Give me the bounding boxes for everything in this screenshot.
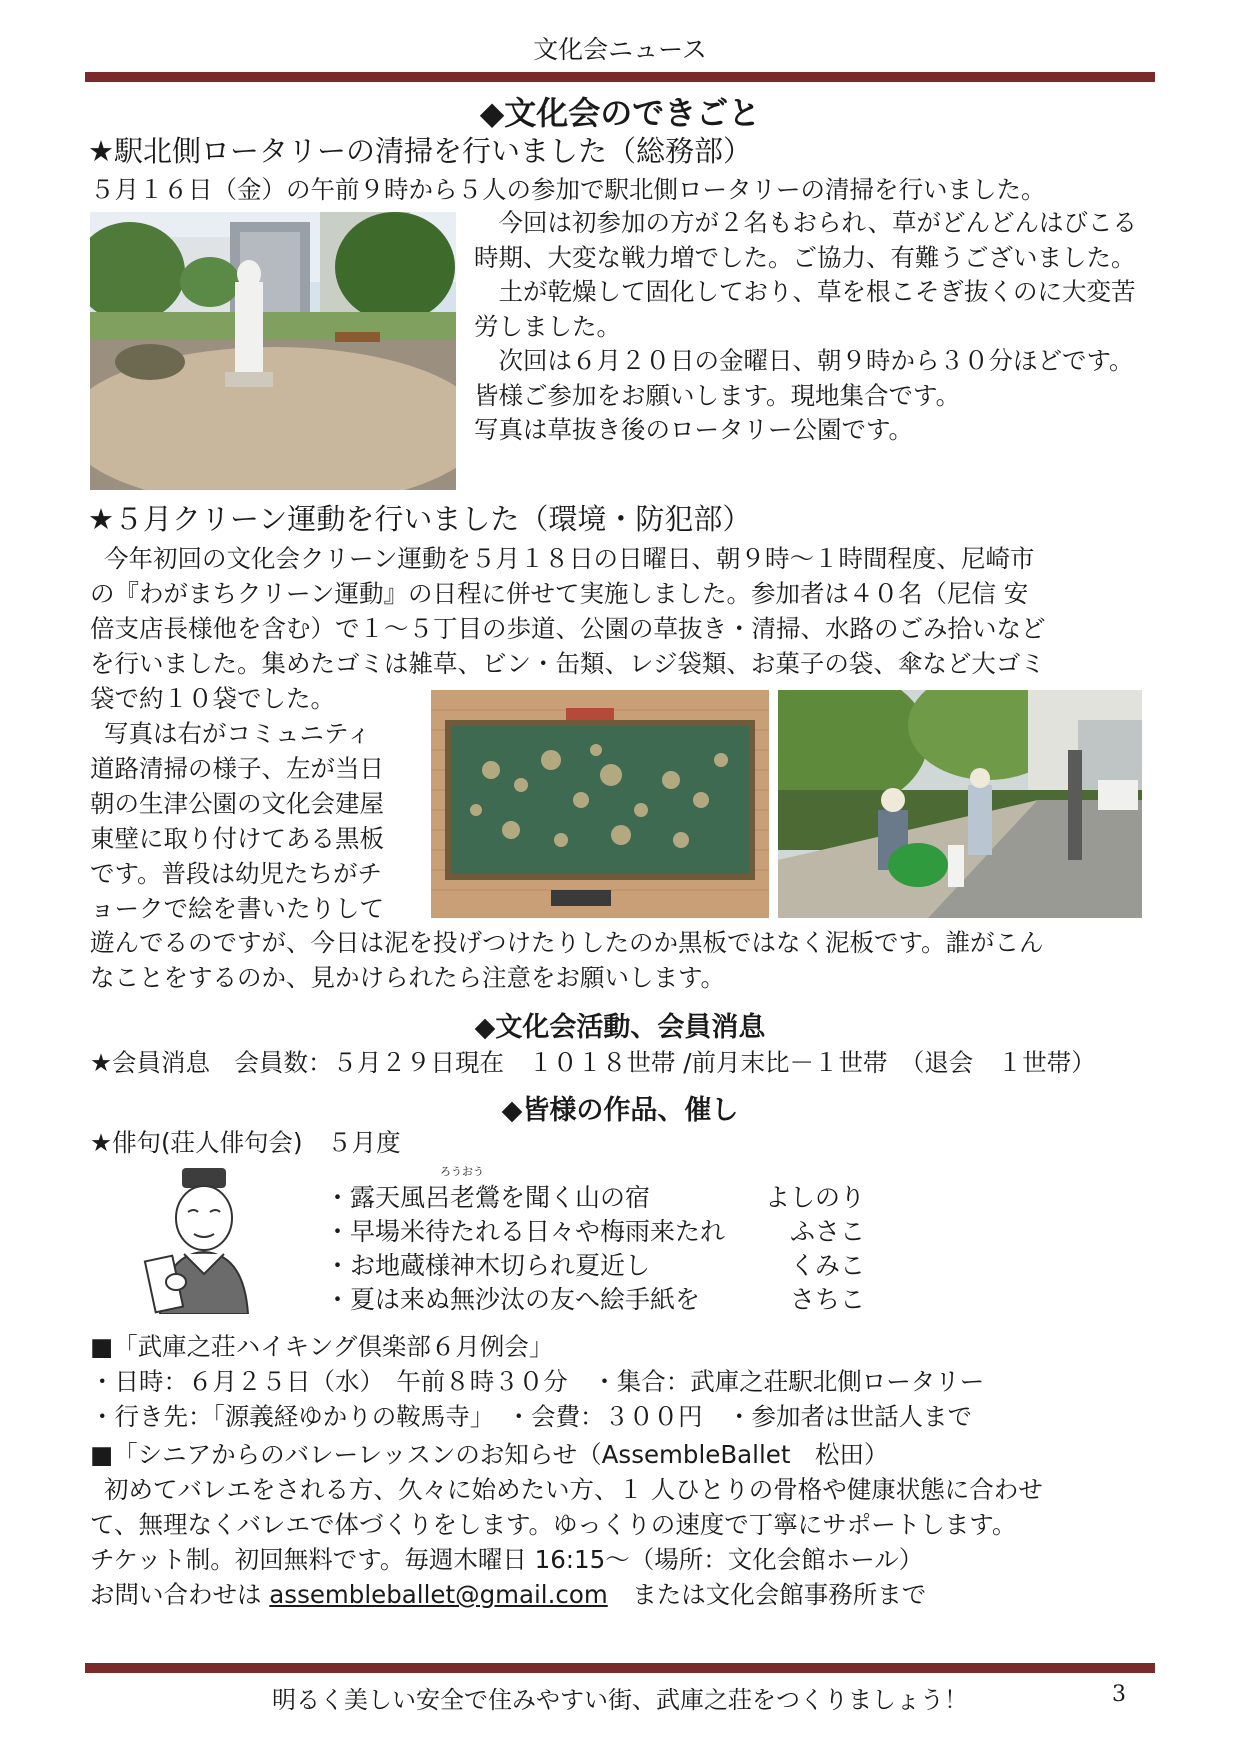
- haiku-item: [325, 1280, 865, 1314]
- rotary-article-body: [474, 206, 1154, 448]
- haiku-author: さちこ: [789, 1285, 865, 1314]
- haiku-item: [325, 1246, 865, 1280]
- footer-rule: [85, 1663, 1155, 1673]
- hiking-title: ■「武庫之荘ハイキング倶楽部６月例会」: [90, 1332, 554, 1361]
- body-line: 倍支店長様他を含む）で１～５丁目の歩道、公園の草抜き・清掃、水路のごみ拾いなど: [90, 614, 1046, 643]
- ballet-title: ■「シニアからのバレーレッスンのお知らせ（AssembleBallet 松田）: [90, 1440, 889, 1469]
- haiku-author: くみこ: [789, 1251, 865, 1280]
- footer-slogan: 明るく美しい安全で住みやすい街、武庫之荘をつくりましょう！: [272, 1686, 968, 1714]
- haiku-author: ふさこ: [789, 1217, 865, 1246]
- paragraph: 次回は６月２０日の金曜日、朝９時から３０分ほどです。皆様ご参加をお願いします。現地集合です。: [474, 346, 1134, 410]
- street-cleanup-photo: [778, 690, 1142, 918]
- page-number: 3: [1112, 1682, 1126, 1707]
- side-line: ョークで絵を書いたりして: [90, 894, 384, 923]
- haiku-text: ・露天風呂老鶯を聞く山の宿: [325, 1183, 651, 1212]
- haiku-poet-illustration: [138, 1162, 270, 1314]
- section-title-events: ◆文化会のできごと: [479, 94, 761, 132]
- side-line: 朝の生津公園の文化会建屋: [90, 789, 384, 818]
- section-title-works-events: ◆皆様の作品、催し: [501, 1095, 739, 1126]
- email-link[interactable]: assembleballet@gmail.com: [269, 1580, 608, 1609]
- body-line: 遊んでるのですが、今日は泥を投げつけたりしたのか黒板ではなく泥板です。誰がこん: [90, 928, 1044, 957]
- section-title-member-news: ◆文化会活動、会員消息: [474, 1012, 766, 1043]
- haiku-text: ・お地蔵様神木切られ夏近し: [325, 1251, 651, 1280]
- contact-suffix: または文化会館事務所まで: [607, 1580, 927, 1609]
- body-line: を行いました。集めたゴミは雑草、ビン・缶類、レジ袋類、お菓子の袋、傘など大ゴミ: [90, 649, 1045, 678]
- ballet-line: チケット制。初回無料です。毎週木曜日 16:15～（場所：文化会館ホール）: [90, 1545, 924, 1574]
- ballet-line: 初めてバレエをされる方、久々に始めたい方、１ 人ひとりの骨格や健康状態に合わせ: [104, 1475, 1043, 1504]
- contact-prefix: お問い合わせは: [90, 1580, 270, 1609]
- haiku-item: [325, 1212, 865, 1246]
- side-line: 道路清掃の様子、左が当日: [90, 754, 384, 783]
- haiku-item: [325, 1178, 865, 1212]
- side-line: 写真は右がコミュニティ: [104, 719, 372, 748]
- haiku-ruby: ろうおう: [440, 1165, 484, 1178]
- member-news-line: ★会員消息 会員数：５月２９日現在 １０１８世帯 /前月末比－１世帯 （退会 １世帯）: [90, 1048, 1096, 1077]
- hiking-line: ・日時：６月２５日（水） 午前８時３０分 ・集合：武庫之荘駅北側ロータリー: [90, 1367, 985, 1396]
- article-lead: ５月１６日（金）の午前９時から５人の参加で駅北側ロータリーの清掃を行いました。: [90, 175, 1046, 204]
- body-line: の『わがまちクリーン運動』の日程に併せて実施しました。参加者は４０名（尼信 安: [90, 579, 1029, 608]
- body-line: 袋で約１０袋でした。: [90, 684, 335, 713]
- ballet-line: て、無理なくバレエで体づくりをします。ゆっくりの速度で丁寧にサポートします。: [90, 1510, 1017, 1539]
- ballet-contact: [90, 1580, 926, 1610]
- side-line: 東壁に取り付けてある黒板: [90, 824, 384, 853]
- paragraph: 土が乾燥して固化しており、草を根こそぎ抜くのに大変苦労しました。: [474, 277, 1136, 341]
- rotary-park-photo: [90, 212, 456, 490]
- article-title-clean-campaign: ★５月クリーン運動を行いました（環境・防犯部）: [88, 502, 752, 536]
- haiku-text: ・早場米待たれる日々や梅雨来たれ: [325, 1217, 726, 1246]
- paragraph: 今回は初参加の方が２名もおられ、草がどんどんはびこる時期、大変な戦力増でした。ご協力、有難うございました。: [474, 208, 1137, 272]
- header-rule: [85, 72, 1155, 82]
- side-line: です。普段は幼児たちがチ: [90, 859, 383, 888]
- article-title-rotary-cleanup: ★駅北側ロータリーの清掃を行いました（総務部）: [88, 134, 752, 168]
- haiku-text: ・夏は来ぬ無沙汰の友へ絵手紙を: [325, 1285, 701, 1314]
- newsletter-title: 文化会ニュース: [533, 35, 707, 64]
- blackboard-photo: [431, 690, 769, 918]
- paragraph: 写真は草抜き後のロータリー公園です。: [474, 415, 914, 444]
- body-line: 今年初回の文化会クリーン運動を５月１８日の日曜日、朝９時～１時間程度、尼崎市: [104, 544, 1035, 573]
- body-line: なことをするのか、見かけられたら注意をお願いします。: [90, 963, 726, 992]
- haiku-header: ★俳句(荘人俳句会) ５月度: [90, 1128, 401, 1157]
- hiking-line: ・行き先：「源義経ゆかりの鞍馬寺」 ・会費：３００円 ・参加者は世話人まで: [90, 1402, 972, 1431]
- haiku-author: よしのり: [764, 1183, 865, 1212]
